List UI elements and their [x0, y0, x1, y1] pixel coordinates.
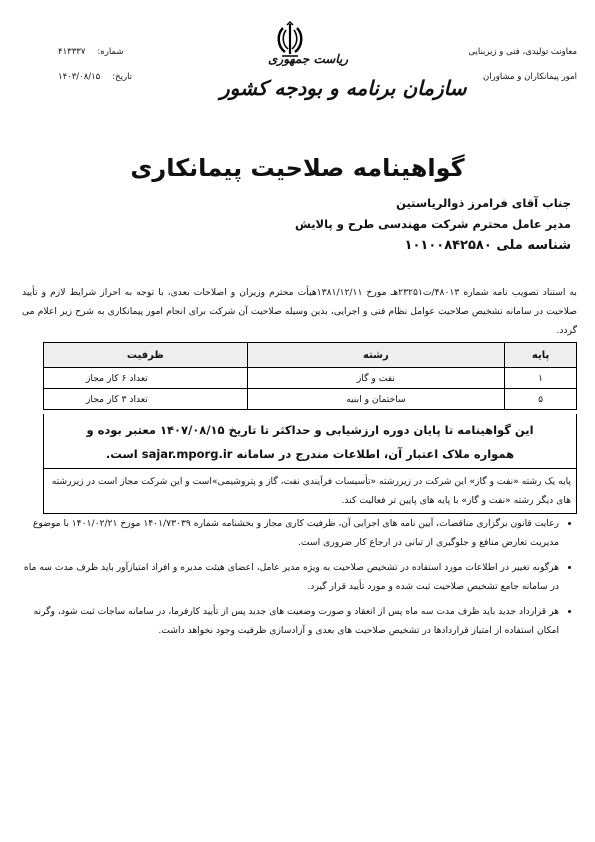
addressee-position: مدیر عامل محترم شرکت مهندسی طرح و پالایش	[294, 217, 571, 231]
cell-field: نفت و گاز	[247, 368, 504, 389]
page-title: گواهینامه صلاحیت پیمانکاری	[130, 154, 465, 182]
unit-line-2: امور پیمانکاران و مشاوران	[483, 72, 577, 82]
list-item: • هرگونه تغییر در اطلاعات مورد استفاده در تشخیص صلاحیت به ویژه مدیر عامل، اعضای هیئت مدیره و افراد امتیازآور باید ظرف مدت سه ماه در سامانه جامع تشخیص صلاحیت ثبت شده و مورد تأیید قرار گیرد.	[22, 558, 559, 596]
validity-line-2	[44, 442, 576, 466]
number-value: ۴۱۳۳۳۷	[58, 47, 86, 57]
validity-statement	[43, 414, 577, 471]
issuing-unit	[468, 40, 577, 90]
org-subtitle: ریاست جمهوری	[268, 52, 349, 66]
validity-text: همواره ملاک اعتبار آن، اطلاعات مندرج در سامانه	[232, 447, 515, 461]
intro-paragraph: به استناد تصویب نامه شماره ۴۸۰۱۳/ت۲۳۲۵۱هـ مورخ ۱۳۸۱/۱۲/۱۱هیأت محترم وزیران و اصلاحات بعدی، با توجه به احراز شرایط لازم و تأیید صلاحیت در سامانه تشخیص صلاحیت عوامل نظام فنی و اجرایی، بدین وسیله صلاحیت آن شرکت برای انجام امور پیمانکاری به شرح زیر اعلام می گردد.	[22, 287, 577, 336]
addressee-name: جناب آقای فرامرز ذوالریاستین	[396, 196, 571, 210]
unit-line-1: معاونت تولیدی، فنی و زیربنایی	[468, 47, 577, 57]
header-capacity: ظرفیت	[44, 343, 248, 368]
qualification-table	[43, 342, 577, 410]
list-item: • رعایت قانون برگزاری مناقصات، آیین نامه های اجرایی آن، ظرفیت کاری مجاز و بخشنامه شماره ۱۴۰۱/۷۳۰۳۹ مورخ ۱۴۰۱/۰۲/۲۱ با موضوع مدیریت تعارض منافع و جلوگیری از تبانی در ارجاع کار ضروری است.	[22, 514, 559, 552]
national-id: شناسه ملی ۱۰۱۰۰۸۴۲۵۸۰	[404, 238, 571, 253]
table-header-row	[44, 343, 577, 368]
header-grade: پایه	[505, 343, 577, 368]
cell-grade: ۱	[505, 368, 577, 389]
cell-grade: ۵	[505, 389, 577, 410]
validity-line-1: این گواهینامه تا پایان دوره ارزشیابی و حداکثر تا تاریخ ۱۴۰۷/۰۸/۱۵ معتبر بوده و	[86, 423, 534, 437]
cell-capacity: تعداد ۶ کار مجاز	[44, 368, 248, 389]
list-item: • هر قرارداد جدید باید ظرف مدت سه ماه پس از انعقاد و صورت وضعیت های جدید پس از تأیید کارفرما، در سامانه ساجات ثبت شود، وگرنه امکان استفاده از امتیاز قراردادها در تشخیص صلاحیت های بعدی و آزادسازی ظرفیت وجود نخواهد داشت.	[22, 602, 559, 640]
cell-field: ساختمان و ابنیه	[247, 389, 504, 410]
note-box: پایه یک رشته «نفت و گاز» این شرکت در زیررشته «تأسیسات فرآیندی نفت، گاز و پتروشیمی»است و این شرکت مجاز است در زیررشته های دیگر رشته «نفت و گاز» با پایه های پایین تر فعالیت کند.	[43, 468, 577, 514]
date-value: ۱۴۰۳/۰۸/۱۵	[58, 72, 101, 82]
letter-meta	[58, 40, 132, 90]
table-row	[44, 389, 577, 410]
rules-list	[22, 514, 571, 646]
validity-text-end: است.	[105, 447, 142, 461]
number-label: شماره:	[97, 47, 124, 57]
header-field: رشته	[247, 343, 504, 368]
cell-capacity: تعداد ۳ کار مجاز	[44, 389, 248, 410]
date-label: تاریخ:	[112, 72, 133, 82]
addressee-block	[295, 193, 571, 256]
table-row	[44, 368, 577, 389]
org-name: سازمان برنامه و بودجه کشور	[220, 76, 467, 100]
sajar-link[interactable]: sajar.mporg.ir	[141, 447, 233, 461]
